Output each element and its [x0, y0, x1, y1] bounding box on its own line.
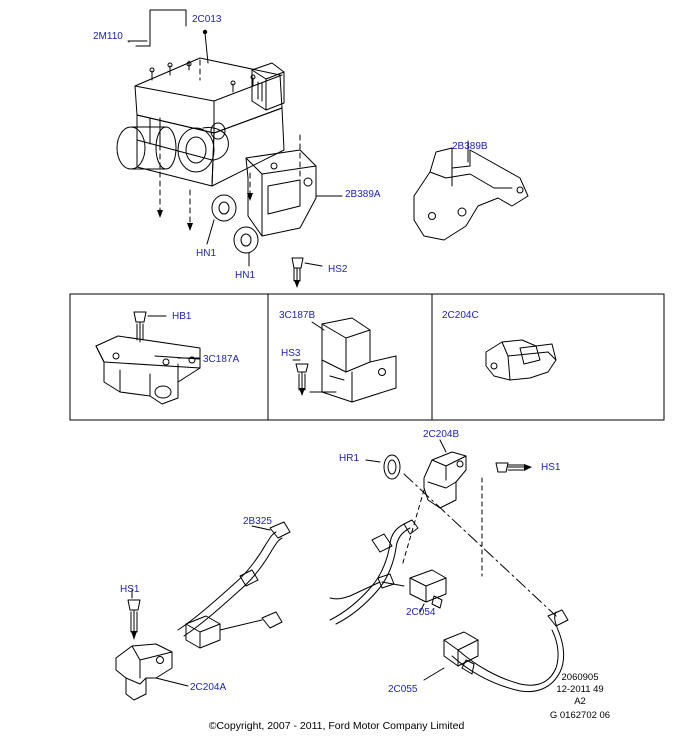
doc-code-line3: A2: [574, 696, 586, 707]
label-2b389a: 2B389A: [345, 189, 381, 200]
label-hb1: HB1: [172, 311, 192, 322]
label-2c204b: 2C204B: [423, 429, 460, 440]
doc-code-line2: 12-2011 49: [556, 684, 604, 695]
label-hs2: HS2: [328, 264, 348, 275]
label-2c013: 2C013: [192, 14, 222, 25]
label-2c204c: 2C204C: [442, 310, 479, 321]
bracket-2b389a: [207, 150, 342, 288]
label-hn1-a: HN1: [196, 248, 217, 259]
label-hs1-right: HS1: [541, 462, 561, 473]
label-2c054: 2C054: [406, 607, 436, 618]
doc-code-block: [510, 672, 650, 722]
panel-dividers: [70, 294, 664, 420]
label-2m110: 2M110: [93, 31, 123, 42]
label-2c204a: 2C204A: [190, 682, 227, 693]
doc-code-line4: G 0162702 06: [549, 710, 611, 721]
sensor-2c204a: [116, 590, 188, 700]
panel-3c187a: [96, 312, 200, 404]
label-hr1: HR1: [339, 453, 360, 464]
label-2b325: 2B325: [243, 516, 272, 527]
sensor-2c204b: [366, 440, 556, 616]
label-hn1-b: HN1: [235, 270, 256, 281]
bracket-2b389b: [414, 141, 528, 240]
label-hs1-left: HS1: [120, 584, 140, 595]
abs-module-assembly: [117, 10, 300, 231]
label-2c055: 2C055: [388, 684, 418, 695]
copyright-notice: ©Copyright, 2007 - 2011, Ford Motor Company Limited: [208, 720, 465, 732]
panel-3c187b: [293, 318, 396, 402]
label-hs3: HS3: [281, 348, 301, 359]
label-3c187b: 3C187B: [279, 310, 316, 321]
label-2b389b: 2B389B: [452, 141, 488, 152]
label-3c187a: 3C187A: [203, 354, 240, 365]
panel-2c204c: [486, 340, 556, 380]
doc-code-line1: 2060905: [561, 672, 599, 683]
harness-2b325: [178, 522, 290, 648]
